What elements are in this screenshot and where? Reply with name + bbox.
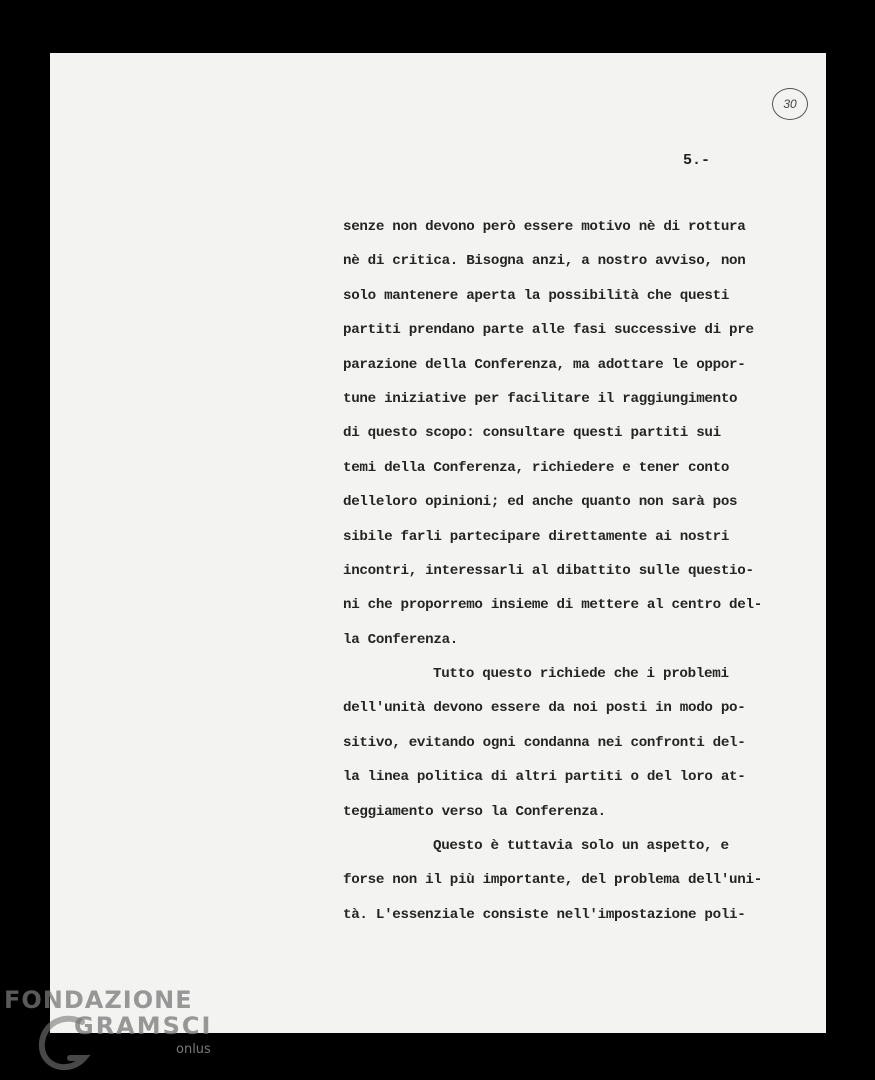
- text-line: la Conferenza.: [343, 631, 458, 648]
- archive-page-stamp: 30: [772, 88, 808, 120]
- page-number: 5.-: [683, 152, 711, 169]
- text-line: nè di critica. Bisogna anzi, a nostro avviso, non: [343, 253, 746, 270]
- text-line: dell'unità devono essere da noi posti in modo po-: [343, 700, 746, 717]
- text-line: senze non devono però essere motivo nè di rottura: [343, 219, 746, 235]
- text-line: di questo scopo: consultare questi partiti sui: [343, 425, 721, 442]
- text-line: delleloro opinioni; ed anche quanto non sarà pos: [343, 494, 738, 511]
- logo-text-line2: GRAMSCI: [74, 1012, 213, 1040]
- text-line-indented: Questo è tuttavia solo un aspetto, e: [433, 838, 729, 855]
- text-line: ni che proporremo insieme di mettere al centro del-: [343, 597, 762, 614]
- logo-suffix: onlus: [176, 1042, 211, 1057]
- fondazione-gramsci-logo: [4, 986, 219, 1078]
- text-line: incontri, interessarli al dibattito sulle questio-: [343, 562, 754, 579]
- text-line: forse non il più importante, del problema dell'uni-: [343, 872, 762, 889]
- text-line: temi della Conferenza, richiedere e tener conto: [343, 459, 730, 476]
- text-line: parazione della Conferenza, ma adottare le oppor-: [343, 356, 746, 373]
- text-line: sitivo, evitando ogni condanna nei confronti del-: [343, 734, 746, 751]
- logo-text-line1: FONDAZIONE: [4, 986, 193, 1014]
- text-line: tà. L'essenziale consiste nell'impostazione poli-: [343, 906, 746, 923]
- text-line: teggiamento verso la Conferenza.: [343, 803, 606, 820]
- text-line: partiti prendano parte alle fasi successive di pre: [343, 322, 754, 339]
- text-line-indented: Tutto questo richiede che i problemi: [433, 666, 729, 683]
- text-line: solo mantenere aperta la possibilità che questi: [343, 287, 730, 304]
- text-line: sibile farli partecipare direttamente ai nostri: [343, 528, 730, 545]
- text-line: la linea politica di altri partiti o del loro at-: [343, 769, 746, 786]
- text-line: tune iniziative per facilitare il raggiungimento: [343, 390, 738, 407]
- typed-body-text: [343, 210, 813, 932]
